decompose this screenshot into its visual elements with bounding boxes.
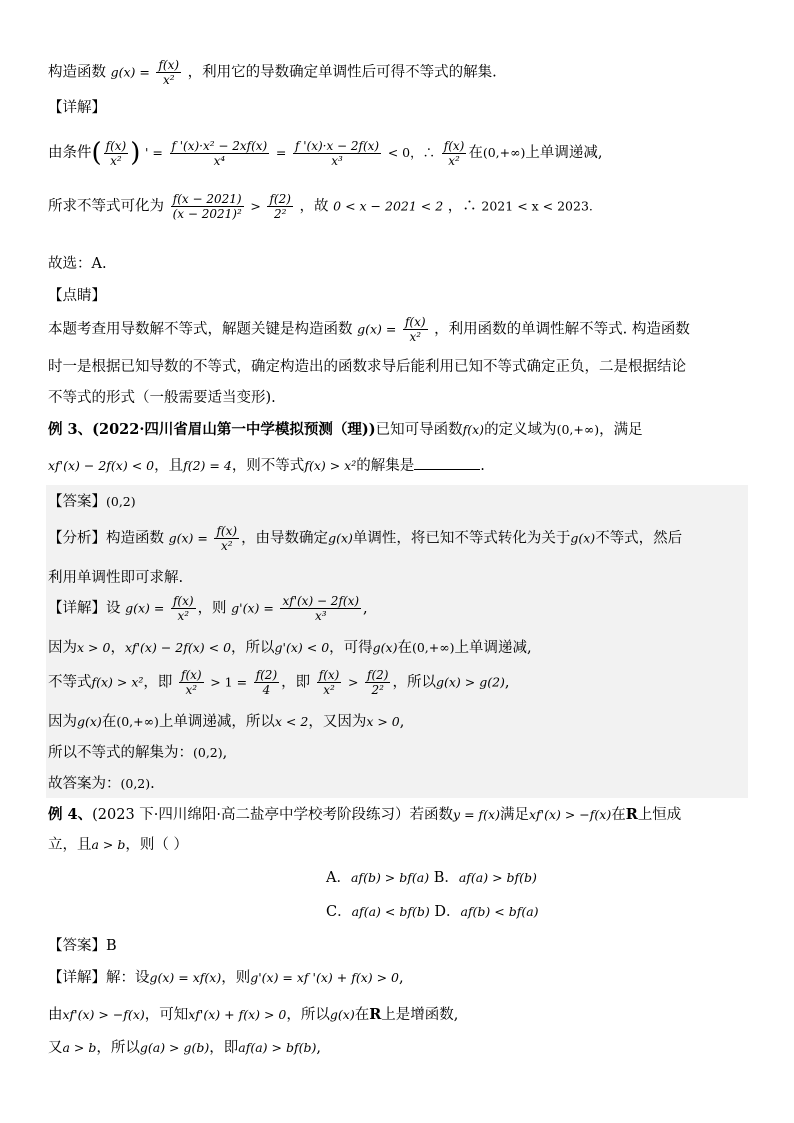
math: (0,+∞) (116, 714, 159, 729)
fraction (280, 594, 361, 623)
option-row-cd (326, 900, 539, 921)
text: ，所以 (231, 640, 275, 656)
text: ， (110, 640, 125, 656)
section-heading-comment: 【点睛】 (48, 288, 106, 304)
numerator: f(x) (443, 138, 465, 153)
example-3-question (48, 418, 643, 439)
math: > (250, 198, 261, 214)
math: g(x) (372, 640, 398, 655)
text: ，所以 (286, 1007, 330, 1023)
detail-line (48, 636, 532, 657)
numerator: f(x) (158, 58, 180, 72)
answer-blank (414, 457, 480, 470)
text: 因为 (48, 714, 77, 730)
fraction (442, 139, 467, 168)
derivation-line (48, 192, 593, 221)
label: 【详解】 (48, 970, 106, 986)
text: ，即 (209, 1040, 239, 1056)
denominator: x⁴ (213, 153, 226, 168)
text: ，故 (299, 198, 329, 215)
text: 单调性，将已知不等式转化为关于 (352, 530, 571, 547)
paren: ( (91, 138, 102, 168)
text: ，且 (154, 458, 184, 474)
math: g(x) > g(2) (435, 674, 505, 690)
text: 在 (397, 640, 412, 656)
text: 立，且 (48, 837, 92, 853)
math: g(x) = (125, 600, 165, 616)
text: ，满足 (599, 422, 643, 438)
math: (0,2) (193, 745, 223, 760)
text: 上单调递减，所以 (158, 714, 275, 730)
option-b-value: af(a) > bf(b) (458, 870, 537, 885)
denominator: x² (409, 330, 422, 344)
text: , (399, 714, 405, 730)
numerator: f(x) (404, 315, 426, 329)
denominator: 4 (262, 683, 271, 697)
fraction (171, 192, 244, 221)
numerator: f(x) (181, 668, 202, 682)
text: ，由导数确定 (241, 530, 329, 547)
example-3-question (48, 454, 485, 475)
math: (0,2) (120, 776, 151, 791)
denominator: 2² (371, 683, 384, 697)
text: 由条件 (48, 145, 92, 161)
math: g'(x) = (231, 600, 274, 616)
math: xf'(x) > −f(x) (528, 807, 612, 822)
numerator: f '(x)·x − 2f(x) (294, 138, 380, 153)
option-d-value: af(b) < bf(a) (460, 904, 539, 919)
text: ，所以 (96, 1040, 140, 1056)
option-a-value: af(b) > bf(a) (350, 870, 430, 885)
text: 上恒成 (637, 807, 682, 823)
math: (0,+∞) (411, 640, 455, 655)
math: g(x) = xf(x) (149, 970, 222, 985)
text: 又 (48, 1040, 63, 1056)
denominator: x³ (314, 609, 327, 623)
math: f(x) > x² (304, 458, 357, 473)
denominator: (x − 2021)² (172, 207, 242, 221)
text: . (150, 776, 155, 792)
fraction (365, 668, 390, 697)
math: g(x) (77, 714, 102, 729)
paren: ) (130, 138, 141, 168)
analysis-line: 利用单调性即可求解. (48, 570, 184, 586)
label: 【详解】 (48, 600, 106, 617)
text: ，利用它的导数确定单调性后可得不等式的解集. (187, 64, 497, 81)
example-label: 例 4、 (48, 806, 93, 823)
math: af(a) > bf(b) (238, 1040, 317, 1055)
derivation-line (48, 138, 603, 168)
answer-line (48, 934, 117, 955)
choice-line: 故选：A. (48, 256, 107, 272)
text: 在 (611, 807, 626, 823)
math: g(x) = (110, 64, 150, 80)
text: ，即 (281, 674, 311, 691)
option-c-value: af(a) < bf(b) (351, 904, 430, 919)
fraction (179, 668, 204, 697)
text: ，可得 (329, 640, 373, 656)
text: 在 (468, 145, 483, 161)
numerator: f(x) (216, 524, 238, 538)
math: xf'(x) > −f(x) (62, 1007, 145, 1022)
answer-value: B (106, 938, 117, 954)
comment-line: 不等式的形式（一般需要适当变形). (48, 390, 276, 406)
text: 由 (48, 1007, 63, 1023)
option-b-label: B． (433, 870, 459, 886)
denominator: x² (162, 73, 175, 87)
math: < 0，∴ (387, 145, 436, 160)
text: ，所以 (392, 674, 436, 691)
denominator: x² (448, 153, 460, 168)
detail-line (48, 966, 404, 987)
text: ，则（ ） (125, 837, 188, 853)
text: , (504, 674, 510, 691)
math: g'(x) = xf '(x) + f(x) > 0 (250, 970, 399, 985)
math: (0,+∞) (482, 145, 526, 160)
text: 因为 (48, 640, 77, 656)
detail-line (48, 1036, 321, 1057)
fraction (293, 139, 381, 168)
math: > (347, 674, 359, 690)
denominator: x² (323, 683, 335, 697)
text: 在 (354, 1007, 370, 1023)
text: ，可知 (144, 1007, 189, 1023)
text: . (480, 458, 485, 474)
text: 设 (106, 600, 121, 617)
label: 【分析】 (48, 530, 106, 547)
numerator: f(x) (172, 594, 194, 608)
fraction (403, 315, 428, 344)
fraction (156, 58, 181, 87)
detail-line (48, 772, 155, 793)
math: xf'(x) − 2f(x) < 0 (48, 458, 155, 473)
text: ，利用函数的单调性解不等式. 构造函数 (434, 321, 690, 338)
math: a > b (91, 837, 126, 852)
fraction (104, 139, 129, 168)
text: ，∴ (447, 198, 477, 215)
math: = (275, 145, 287, 160)
example-4-question (48, 833, 188, 854)
label: 【答案】 (48, 938, 106, 954)
math: f(x) > x² (91, 674, 144, 690)
text: 所以不等式的解集为： (48, 745, 193, 761)
detail-line (48, 741, 227, 762)
fraction (214, 524, 239, 553)
denominator: x² (185, 683, 198, 697)
numerator: f(x) (105, 138, 127, 153)
math: g(x) = (168, 530, 208, 546)
denominator: x² (110, 153, 122, 168)
detail-line (48, 668, 510, 697)
text: , (363, 600, 368, 617)
option-d-label: D． (434, 904, 461, 920)
math: g(a) > g(b) (139, 1040, 210, 1055)
math: y = f(x) (453, 807, 500, 822)
numerator: f(x) (318, 668, 340, 682)
answer-line (48, 490, 136, 511)
text: 构造函数 (106, 530, 164, 547)
analysis-line (48, 524, 682, 553)
math: 0 < x − 2021 < 2 (333, 198, 444, 214)
text: 本题考查用导数解不等式，解题关键是构造函数 (48, 321, 353, 338)
math: a > b (62, 1040, 97, 1055)
text: ，则 (221, 970, 251, 986)
text: 上单调递减, (454, 640, 532, 656)
math: > 1 = (210, 674, 248, 690)
option-c-label: C． (326, 904, 352, 920)
comment-line (48, 315, 690, 344)
text: 上是增函数, (381, 1007, 459, 1023)
numerator: f(2) (255, 668, 278, 682)
math: xf'(x) + f(x) > 0 (188, 1007, 287, 1022)
numerator: xf'(x) − 2f(x) (282, 594, 360, 608)
text: 不等式，然后 (595, 530, 683, 547)
text: 所求不等式可化为 (48, 198, 164, 215)
comment-line: 时一是根据已知导数的不等式，确定构造出的函数求导后能利用已知不等式确定正负，二是根据结论 (48, 359, 686, 375)
denominator: x³ (331, 153, 343, 168)
text: , (399, 970, 404, 986)
math: g(x) (329, 1007, 355, 1022)
math: 2021 < x < 2023. (481, 198, 593, 214)
text: 已知可导函数 (375, 422, 463, 438)
text: , (316, 1040, 321, 1056)
text: (2023 下·四川绵阳·高二盐亭中学校考阶段练习）若函数 (92, 807, 454, 823)
denominator: x² (177, 609, 190, 623)
example-4-question (48, 803, 681, 824)
numerator: f '(x)·x² − 2xf(x) (171, 138, 268, 153)
text: ，即 (143, 674, 173, 691)
math: ' = (145, 145, 163, 160)
text: 满足 (499, 807, 529, 823)
math: R (625, 806, 638, 823)
fraction (317, 668, 342, 697)
text: 上单调递减, (525, 145, 603, 161)
fraction (171, 594, 196, 623)
text: 的定义域为 (484, 422, 557, 438)
fraction (170, 139, 270, 168)
math: g'(x) < 0 (274, 640, 330, 655)
math: (0,2) (106, 494, 136, 509)
denominator: x² (220, 539, 233, 553)
example-label: 例 3、(2022·四川省眉山第一中学模拟预测（理)) (48, 421, 376, 438)
numerator: f(x − 2021) (171, 192, 244, 207)
detail-line (48, 710, 404, 731)
section-heading-detail: 【详解】 (48, 100, 106, 116)
fraction (254, 668, 279, 697)
text: ，则不等式 (231, 458, 305, 474)
math: g(x) = (357, 321, 397, 337)
denominator: 2² (273, 207, 287, 221)
math: g(x) (328, 530, 353, 546)
numerator: f(2) (269, 192, 291, 206)
text: 不等式 (48, 674, 92, 691)
math: R (369, 1006, 382, 1023)
option-a-label: A． (326, 870, 351, 886)
math: g(x) (570, 530, 596, 546)
math: f(x) (462, 422, 485, 437)
option-row-ab (326, 866, 537, 887)
math: (0,+∞) (556, 422, 600, 437)
text: , (222, 745, 228, 761)
math: xf'(x) − 2f(x) < 0 (124, 640, 232, 655)
math: x < 2 (274, 714, 309, 729)
math: x > 0 (366, 714, 400, 729)
label: 【答案】 (48, 494, 106, 510)
detail-line (48, 1003, 458, 1024)
text: ，又因为 (308, 714, 367, 730)
text: 的解集是 (356, 458, 415, 474)
numerator: f(2) (367, 668, 389, 682)
fraction (267, 192, 292, 221)
text: ，则 (197, 600, 227, 617)
math: f(2) = 4 (183, 458, 232, 473)
text: 构造函数 (48, 64, 106, 81)
text: 在 (101, 714, 117, 730)
detail-line (48, 594, 368, 623)
text: 解：设 (106, 970, 150, 986)
text: 故答案为： (48, 776, 121, 792)
math: x > 0 (77, 640, 111, 655)
analysis-line (48, 58, 497, 87)
